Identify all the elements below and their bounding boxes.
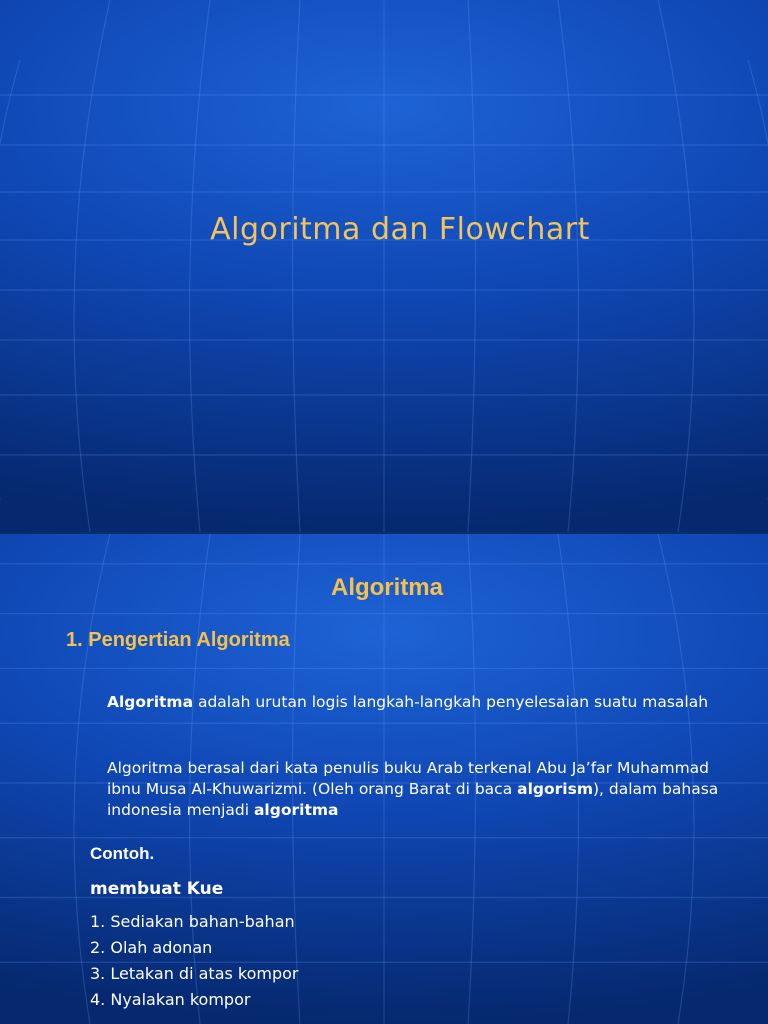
slide-algoritma [0, 532, 768, 1024]
list-item: 3. Letakan di atas kompor [90, 964, 299, 983]
example-title: membuat Kue [90, 879, 224, 899]
example-label: Contoh. [90, 844, 155, 863]
list-item: 2. Olah adonan [90, 938, 213, 957]
origin-text-mid: ), dalam bahasa indonesia menjadi [107, 780, 719, 819]
definition-paragraph [107, 692, 727, 713]
term-algorism: algorism [517, 780, 593, 798]
origin-text-start: Algoritma berasal dari kata penulis buku Arab terkenal Abu Ja’far Muhammad ibnu Musa Al-Khuwarizmi. (Oleh orang Barat di baca [107, 759, 710, 798]
section-heading: 1. Pengertian Algoritma [66, 629, 290, 651]
list-item: 4. Nyalakan kompor [90, 990, 251, 1009]
presentation-title: Algoritma dan Flowchart [210, 212, 590, 247]
origin-paragraph [107, 758, 727, 821]
slide-heading: Algoritma [330, 574, 443, 601]
term-bold: Algoritma [107, 693, 194, 711]
definition-text: adalah urutan logis langkah-langkah penyelesaian suatu masalah [193, 693, 709, 711]
example-steps [90, 909, 299, 1013]
list-item: 1. Sediakan bahan-bahan [90, 912, 295, 931]
term-algoritma: algoritma [253, 801, 339, 819]
